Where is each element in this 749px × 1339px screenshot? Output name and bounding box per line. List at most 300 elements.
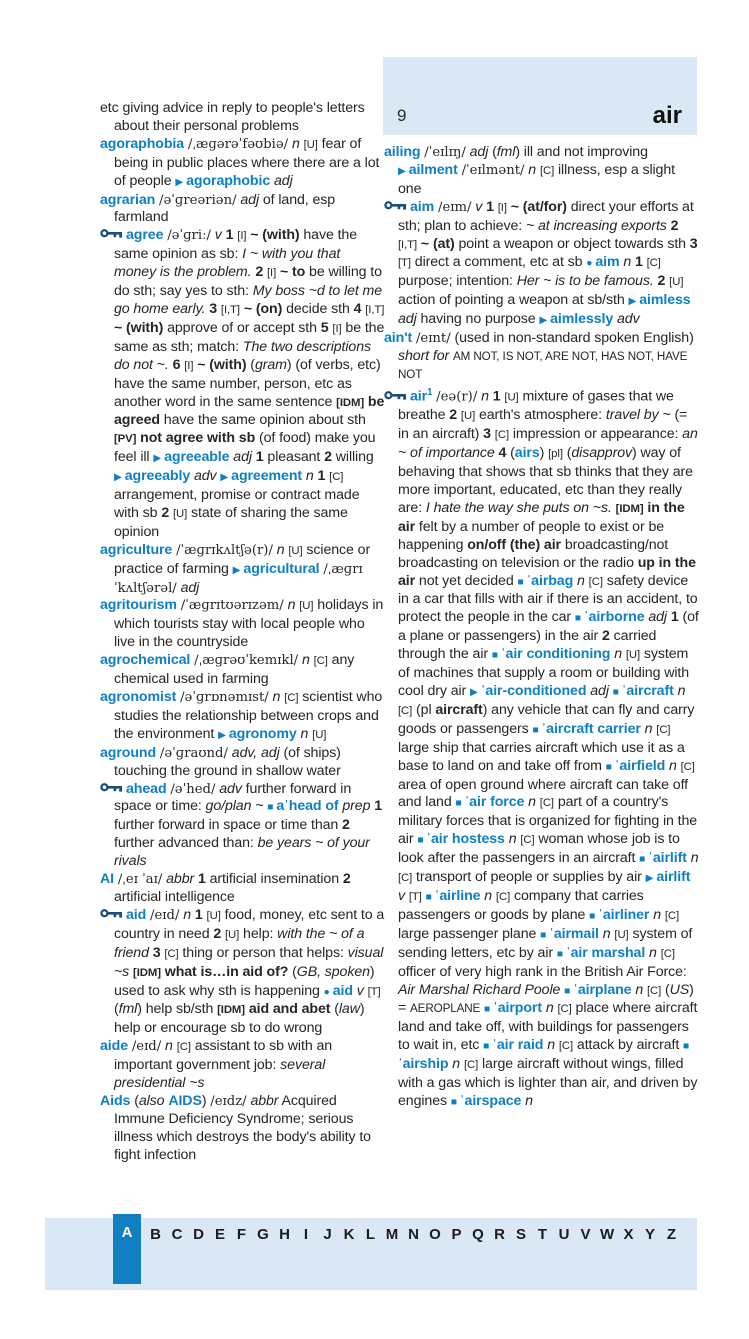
phonetics: /əˈhed/ bbox=[170, 781, 216, 797]
body-text: (= in an aircraft) bbox=[398, 407, 688, 443]
sub-headword: aˈhead of bbox=[276, 798, 339, 815]
italic-text: gram bbox=[254, 356, 287, 373]
bold-text: on/off (the) air bbox=[467, 536, 561, 553]
sub-headword: ˈairfield bbox=[614, 757, 666, 774]
page-header bbox=[383, 57, 697, 135]
sub-headword: ˈairplane bbox=[573, 981, 632, 998]
sub-headword: ˈair hostess bbox=[426, 831, 505, 848]
body-text: ) any vehicle that can fly and carry goods or passengers bbox=[398, 701, 695, 737]
alphabet-letter-z[interactable]: Z bbox=[666, 1226, 677, 1243]
key-icon bbox=[384, 200, 407, 212]
grammar-label: [U] bbox=[288, 544, 303, 557]
grammar-label: [U] bbox=[206, 909, 221, 922]
entry-aim bbox=[384, 199, 699, 330]
body-text: be willing to do sth; say yes to sth: bbox=[114, 264, 382, 300]
italic-text: with the ~ of a friend bbox=[114, 925, 365, 961]
body-text: state of sharing the same opinion bbox=[114, 504, 348, 540]
sub-headword: airlift bbox=[656, 869, 691, 886]
sub-headword: airs bbox=[514, 445, 540, 462]
body-text: approve of or accept sth bbox=[163, 319, 321, 336]
grammar-label: [I,T] bbox=[220, 303, 240, 316]
italic-text: fml bbox=[496, 144, 516, 160]
headword: agoraphobia bbox=[100, 135, 185, 152]
body-text: (pl bbox=[412, 701, 436, 718]
italic-text: n bbox=[165, 1038, 173, 1055]
grammar-label: [C] bbox=[398, 704, 413, 717]
body-text: large ship that carries aircraft which use it as a base to land on and take off from bbox=[398, 739, 685, 774]
sub-headword: ˈairspace bbox=[459, 1092, 522, 1109]
body-text: further advanced than: bbox=[114, 835, 258, 852]
grammar-label: [U] bbox=[614, 928, 629, 941]
sense-marker-icon: ● bbox=[323, 986, 330, 998]
bold-text: 1 bbox=[194, 906, 203, 923]
phonetics: /ˌæɡrɪˈkʌltʃərəl/ bbox=[114, 561, 363, 596]
body-text: part of a country's military forces that is organized for fighting in the air bbox=[398, 794, 698, 848]
compound-marker-icon: ■ bbox=[683, 1041, 690, 1053]
sub-headword: agronomy bbox=[228, 725, 297, 742]
idiom-label: [IDM] bbox=[133, 966, 161, 979]
bold-text: 2 bbox=[449, 407, 458, 424]
italic-text: n bbox=[525, 1092, 533, 1109]
headword: agritourism bbox=[100, 597, 177, 614]
body-text: any chemical used in farming bbox=[114, 652, 355, 688]
grammar-label: [C] bbox=[398, 872, 413, 885]
grammar-label: [U] bbox=[303, 138, 318, 151]
left-column bbox=[100, 100, 385, 1216]
body-text: area of open ground where aircraft can take off and land bbox=[398, 776, 689, 811]
bold-text: 2 bbox=[342, 817, 350, 834]
grammar-label: [C] bbox=[660, 947, 675, 960]
italic-text: n bbox=[287, 597, 296, 614]
grammar-label: [I] bbox=[497, 201, 507, 214]
bold-text: 1 bbox=[317, 468, 326, 485]
compound-marker-icon: ■ bbox=[564, 985, 571, 997]
entry-agree bbox=[100, 227, 385, 541]
compound-marker-icon: ■ bbox=[425, 891, 432, 903]
grammar-label: [I] bbox=[184, 359, 194, 372]
body-text: help: bbox=[239, 925, 278, 942]
bold-text: what is…in aid of? bbox=[164, 963, 289, 980]
body-text: felt by a number of people to exist or be happening bbox=[398, 518, 665, 553]
body-text: ( bbox=[114, 1001, 119, 1018]
entry-agriculture bbox=[100, 542, 385, 598]
idiom-label: [IDM] bbox=[336, 396, 365, 409]
sub-headword: ailment bbox=[408, 161, 458, 178]
italic-text: abbr bbox=[166, 871, 195, 888]
italic-text: n bbox=[668, 757, 677, 774]
body-text: ( bbox=[506, 445, 515, 462]
phonetics: /eɪm/ bbox=[438, 199, 472, 215]
sub-headword: aim bbox=[595, 254, 620, 271]
body-text: of land, esp farmland bbox=[114, 191, 336, 226]
italic-text: n bbox=[547, 1037, 555, 1054]
grammar-label: [U] bbox=[625, 649, 641, 662]
sub-headword: ˈairliner bbox=[598, 906, 650, 923]
phonetics: /əˈɡreəriən/ bbox=[159, 192, 237, 208]
alphabet-letter-e[interactable]: E bbox=[214, 1226, 225, 1243]
grammar-label: [pl] bbox=[548, 448, 563, 461]
bold-text: in the air bbox=[398, 499, 685, 535]
sub-headword: ˈair conditioning bbox=[500, 646, 611, 663]
bold-text: 1 bbox=[634, 254, 643, 271]
italic-text: n bbox=[614, 646, 622, 663]
body-text: earth's atmosphere: bbox=[475, 407, 606, 424]
body-text: place where aircraft land and take off, with buildings for passengers to wait in, etc bbox=[398, 1000, 698, 1054]
compound-marker-icon: ■ bbox=[483, 1041, 490, 1053]
bold-text: 1 bbox=[492, 388, 501, 405]
bold-text: 1 bbox=[225, 227, 234, 244]
sub-headword: aid bbox=[332, 982, 353, 999]
derivative-marker-icon: ▶ bbox=[398, 165, 406, 177]
italic-text: I hate the way she puts on ~s. bbox=[425, 499, 612, 516]
body-text: (of a plane or passengers) in the air bbox=[398, 609, 699, 645]
compound-marker-icon: ■ bbox=[589, 910, 596, 922]
bold-text: up in the air bbox=[398, 554, 696, 589]
alphabet-letter-l[interactable]: L bbox=[365, 1226, 376, 1243]
italic-text: n bbox=[300, 725, 309, 742]
grammar-label: [I,T] bbox=[398, 238, 418, 251]
sub-headword: ˈairborne bbox=[583, 609, 645, 626]
body-text: direct your efforts at sth; plan to achieve: bbox=[398, 198, 694, 234]
compound-marker-icon: ■ bbox=[517, 576, 524, 588]
grammar-label: [C] bbox=[646, 984, 662, 997]
italic-text: GB, spoken bbox=[296, 963, 370, 980]
key-icon bbox=[100, 782, 123, 794]
bold-text: 2 bbox=[161, 504, 170, 521]
sub-headword: aimless bbox=[639, 292, 691, 309]
body-text: (of ships) touching the ground in shallow water bbox=[114, 744, 341, 779]
bold-text: 1 bbox=[670, 609, 679, 626]
grammar-label: [U] bbox=[312, 728, 327, 741]
sub-headword: ˈairship bbox=[398, 1056, 449, 1073]
alphabet-letter-n[interactable]: N bbox=[408, 1226, 419, 1243]
phonetics: /ˌæɡrəʊˈkemɪkl/ bbox=[194, 653, 299, 669]
body-text: ( bbox=[488, 144, 497, 160]
sub-headword: agoraphobic bbox=[186, 172, 271, 189]
compound-marker-icon: ■ bbox=[556, 948, 563, 960]
compound-marker-icon: ■ bbox=[491, 650, 498, 662]
sub-headword: ˈairmail bbox=[549, 925, 599, 942]
body-text: have the same opinion as sb: bbox=[114, 227, 358, 263]
alphabet-letter-p[interactable]: P bbox=[451, 1226, 462, 1243]
body-text: ( bbox=[661, 981, 670, 998]
bold-text: ~ (with) bbox=[197, 356, 247, 373]
bold-text: 3 bbox=[152, 944, 161, 961]
alphabet-letter-x[interactable]: X bbox=[623, 1226, 634, 1243]
grammar-label: [C] bbox=[520, 834, 535, 847]
body-text: be the same as sth; match: bbox=[114, 319, 385, 355]
italic-text: n bbox=[481, 388, 489, 405]
italic-text: abbr bbox=[250, 1092, 279, 1109]
derivative-marker-icon: ▶ bbox=[628, 296, 637, 308]
derivative-marker-icon: ▶ bbox=[470, 687, 478, 699]
italic-text: n bbox=[272, 689, 281, 705]
alphabet-letter-d[interactable]: D bbox=[193, 1226, 204, 1243]
page-number: 9 bbox=[397, 106, 407, 125]
alphabet-letter-v[interactable]: V bbox=[580, 1226, 591, 1243]
body-text: scientist who studies the relationship between crops and the environment bbox=[114, 689, 383, 742]
grammar-label: [C] bbox=[588, 575, 603, 588]
italic-text: The two descriptions do not ~. bbox=[114, 338, 372, 373]
body-text: ( bbox=[330, 1001, 339, 1018]
italic-text: adv, adj bbox=[231, 744, 280, 761]
grammar-label: [C] bbox=[284, 692, 299, 704]
alphabet-letter-k[interactable]: K bbox=[343, 1226, 355, 1243]
body-text: ) bbox=[539, 445, 549, 462]
body-text: ( bbox=[562, 445, 572, 462]
derivative-marker-icon: ▶ bbox=[645, 873, 654, 885]
italic-text: n bbox=[577, 572, 585, 589]
italic-text: v bbox=[214, 227, 222, 244]
alphabet-letter-s[interactable]: S bbox=[515, 1226, 526, 1243]
derivative-marker-icon: ▶ bbox=[114, 472, 122, 484]
phonetics: /ˈæɡrɪtʊərɪzəm/ bbox=[180, 598, 284, 614]
italic-text: n bbox=[649, 944, 657, 961]
grammar-label: [C] bbox=[164, 947, 179, 960]
right-column bbox=[384, 144, 699, 1216]
sub-headword: ˈair marshal bbox=[565, 944, 646, 961]
headword: ahead bbox=[126, 780, 167, 797]
sub-headword: AIDS bbox=[168, 1092, 202, 1109]
bold-text: 2 bbox=[342, 871, 351, 888]
italic-text: n bbox=[276, 541, 285, 558]
italic-text: adj bbox=[398, 311, 417, 328]
body-text: ) used to ask why sth is happening bbox=[114, 963, 375, 999]
body-text: attack by aircraft bbox=[573, 1037, 684, 1054]
italic-text: Her ~ is to be famous. bbox=[516, 273, 654, 290]
alphabet-letter-q[interactable]: Q bbox=[472, 1226, 484, 1243]
alphabet-letter-t[interactable]: T bbox=[537, 1226, 548, 1243]
entry-agronomist bbox=[100, 689, 385, 745]
grammar-label: [U] bbox=[225, 928, 240, 941]
body-text: purpose; intention: bbox=[398, 273, 517, 290]
compound-marker-icon: ■ bbox=[574, 613, 581, 625]
italic-text: n bbox=[677, 683, 686, 700]
grammar-label: [C] bbox=[558, 1040, 574, 1053]
grammar-label: [I,T] bbox=[365, 303, 385, 316]
body-text: etc giving advice in reply to people's letters about their personal problems bbox=[100, 100, 365, 134]
italic-text: adj bbox=[590, 683, 609, 700]
italic-text: prep bbox=[342, 798, 371, 815]
derivative-marker-icon: ▶ bbox=[220, 472, 229, 484]
grammar-label: [C] bbox=[495, 890, 511, 903]
headword: ain't bbox=[384, 330, 413, 347]
alphabet-letter-o[interactable]: O bbox=[429, 1226, 441, 1243]
grammar-label: [T] bbox=[408, 890, 422, 903]
entry-aid bbox=[100, 907, 385, 1038]
body-text: ( bbox=[246, 356, 255, 373]
italic-text: n bbox=[653, 906, 661, 923]
body-text: officer of very high rank in the British Air Force: bbox=[398, 963, 687, 980]
bold-text: ~ to bbox=[279, 264, 306, 281]
italic-text: adj bbox=[180, 579, 200, 596]
body-text: ) = bbox=[398, 981, 694, 1017]
phonetics: /əˈɡriː/ bbox=[167, 228, 211, 244]
phonetics: /eɪdz/ bbox=[210, 1093, 247, 1109]
phonetics: /əˈɡrɒnəmɪst/ bbox=[180, 690, 269, 705]
sub-headword: ˈair-conditioned bbox=[480, 683, 587, 700]
compound-marker-icon: ■ bbox=[455, 798, 462, 810]
bold-text: 1 bbox=[197, 871, 206, 888]
italic-text: I ~ with you that money is the problem. bbox=[114, 246, 341, 281]
sub-headword: ˈairline bbox=[434, 887, 481, 904]
alphabet-letter-f[interactable]: F bbox=[236, 1226, 247, 1243]
sub-headword: agreeably bbox=[124, 468, 191, 485]
phonetics: /eə(r)/ bbox=[436, 389, 478, 405]
grammar-label: [C] bbox=[664, 909, 680, 922]
italic-text: travel by ~ bbox=[605, 407, 671, 424]
phonetics: /ˈæɡrɪkʌltʃə(r)/ bbox=[176, 542, 273, 558]
bold-text: 2 bbox=[670, 217, 679, 234]
grammar-label: [I] bbox=[332, 322, 342, 335]
headword: air bbox=[410, 388, 428, 405]
italic-text: adj bbox=[233, 449, 252, 466]
italic-text: n bbox=[545, 1000, 554, 1017]
grammar-label: [U] bbox=[299, 600, 314, 613]
alphabet-letter-h[interactable]: H bbox=[279, 1226, 290, 1243]
bold-text: 3 bbox=[209, 300, 218, 317]
headword: AI bbox=[100, 871, 114, 888]
italic-text: n bbox=[305, 468, 314, 485]
alphabet-tab-active-a[interactable]: A bbox=[113, 1214, 141, 1284]
body-text: ) help or encourage sb to do wrong bbox=[114, 1001, 365, 1037]
body-text: thing or person that helps: bbox=[178, 944, 348, 961]
compound-marker-icon: ■ bbox=[417, 835, 424, 847]
small-caps-text: AEROPLANE bbox=[410, 1002, 481, 1016]
bold-text: 1 bbox=[374, 798, 382, 815]
body-text: woman whose job is to look after the passengers in an aircraft bbox=[398, 831, 680, 867]
body-text: (of food) make you feel ill bbox=[114, 430, 376, 466]
body-text: broadcasting/not broadcasting on television or the radio bbox=[398, 536, 669, 571]
alphabet-letter-r[interactable]: R bbox=[494, 1226, 505, 1243]
body-text: action of pointing a weapon at sb/sth bbox=[398, 292, 629, 309]
sense-marker-icon: ● bbox=[586, 258, 593, 270]
alphabet-letter-c[interactable]: C bbox=[171, 1226, 183, 1243]
alphabet-letter-g[interactable]: G bbox=[257, 1226, 269, 1243]
sub-headword: agricultural bbox=[243, 560, 320, 577]
headword: ailing bbox=[384, 144, 421, 160]
body-text: willing bbox=[331, 449, 374, 466]
italic-text: several presidential ~s bbox=[114, 1057, 326, 1092]
italic-text: US bbox=[669, 981, 690, 998]
alphabet-letter-b[interactable]: B bbox=[150, 1226, 161, 1243]
headword: agree bbox=[126, 227, 164, 244]
grammar-label: [C] bbox=[329, 471, 344, 484]
bold-text: 4 bbox=[353, 300, 362, 317]
grammar-label: [I] bbox=[237, 230, 247, 243]
italic-text: n bbox=[690, 850, 699, 867]
sub-headword: agreement bbox=[231, 468, 303, 485]
bold-text: 4 bbox=[498, 445, 507, 462]
italic-text: be years ~ of your rivals bbox=[114, 835, 370, 870]
entry-ailing bbox=[384, 144, 699, 199]
body-text: have the same opinion about sth bbox=[159, 412, 366, 429]
body-text: carried through the air bbox=[398, 628, 657, 663]
headword: agrochemical bbox=[100, 652, 191, 669]
headword: agronomist bbox=[100, 689, 177, 705]
body-text: further forward in space or time: bbox=[114, 780, 352, 815]
body-text: safety device in a car that fills with air if there is an accident, to protect the people in the car bbox=[398, 572, 698, 626]
compound-marker-icon: ■ bbox=[612, 687, 619, 699]
body-text: further forward in space or time than bbox=[114, 817, 343, 834]
italic-text: adj bbox=[469, 144, 489, 160]
alphabet-letter-i[interactable]: I bbox=[303, 1226, 309, 1243]
compound-marker-icon: ■ bbox=[484, 1004, 491, 1016]
key-icon bbox=[100, 228, 123, 240]
body-text: ) (of verbs, etc) have the same number, person, etc as another word in the same sentence bbox=[114, 356, 381, 410]
alphabet-letter-w[interactable]: W bbox=[600, 1226, 615, 1243]
entry-agrarian bbox=[100, 192, 385, 228]
italic-text: n bbox=[183, 906, 192, 923]
italic-text: n bbox=[452, 1056, 461, 1073]
alphabet-nav bbox=[45, 1218, 697, 1290]
bold-text: aircraft bbox=[435, 701, 483, 718]
phonetics: /ˌæɡərəˈfəʊbiə/ bbox=[187, 136, 289, 152]
alphabet-letter-m[interactable]: M bbox=[385, 1226, 399, 1243]
italic-text: fml bbox=[118, 1001, 138, 1018]
body-text: pleasant bbox=[263, 449, 325, 466]
bold-text: 2 bbox=[213, 925, 222, 942]
bold-text: 1 bbox=[255, 449, 264, 466]
grammar-label: [C] bbox=[539, 797, 554, 810]
bold-text: 3 bbox=[483, 426, 491, 443]
bold-text: aid and abet bbox=[248, 1001, 331, 1018]
bold-text: 2 bbox=[255, 264, 264, 281]
headword: aid bbox=[126, 906, 147, 923]
grammar-label: [C] bbox=[539, 164, 555, 177]
alphabet-letter-y[interactable]: Y bbox=[644, 1226, 655, 1243]
body-text: artificial insemination bbox=[205, 871, 343, 888]
entry-aground bbox=[100, 745, 385, 781]
headword: Aids bbox=[100, 1092, 131, 1109]
compound-marker-icon: ■ bbox=[450, 1096, 457, 1108]
headword: agriculture bbox=[100, 541, 173, 558]
entry-ahead bbox=[100, 781, 385, 872]
body-text: artificial intelligence bbox=[114, 888, 235, 905]
grammar-label: [C] bbox=[176, 1041, 191, 1054]
phonetics: /eɪd/ bbox=[150, 907, 180, 923]
italic-text: go/plan ~ bbox=[205, 798, 264, 815]
idiom-label: [IDM] bbox=[217, 1004, 245, 1017]
entry-aids bbox=[100, 1093, 385, 1165]
body-text: point a weapon or object towards sth bbox=[454, 235, 690, 252]
headword: agrarian bbox=[100, 191, 156, 208]
italic-text: adv bbox=[219, 780, 242, 797]
grammar-label: [C] bbox=[463, 1059, 479, 1072]
sub-headword: agreeable bbox=[164, 449, 230, 466]
bold-text: 3 bbox=[689, 235, 698, 252]
alphabet-letter-u[interactable]: U bbox=[558, 1226, 570, 1243]
phonetics: /eɪd/ bbox=[131, 1039, 162, 1055]
bold-text: ~ (at) bbox=[420, 235, 455, 252]
italic-text: v bbox=[398, 887, 405, 904]
sub-headword: ˈaircraft bbox=[621, 683, 674, 700]
grammar-label: [C] bbox=[313, 655, 328, 668]
body-text: system of sending letters, etc by air bbox=[398, 925, 693, 961]
headword: aim bbox=[410, 198, 435, 215]
body-text: system of machines that supply a room or building with cool dry air bbox=[398, 646, 690, 700]
derivative-marker-icon: ▶ bbox=[153, 453, 162, 465]
italic-text: n bbox=[644, 720, 653, 737]
grammar-label: [I] bbox=[266, 267, 277, 280]
entry-agony-continuation bbox=[100, 100, 385, 136]
alphabet-letter-j[interactable]: J bbox=[323, 1226, 332, 1243]
body-text: large aircraft without wings, filled with a gas which is lighter than air, and driven by engines bbox=[398, 1056, 698, 1109]
compound-marker-icon: ■ bbox=[532, 724, 539, 736]
body-text: science or practice of farming bbox=[114, 541, 371, 577]
bold-text: 5 bbox=[320, 319, 329, 336]
compound-marker-icon: ■ bbox=[540, 929, 547, 941]
